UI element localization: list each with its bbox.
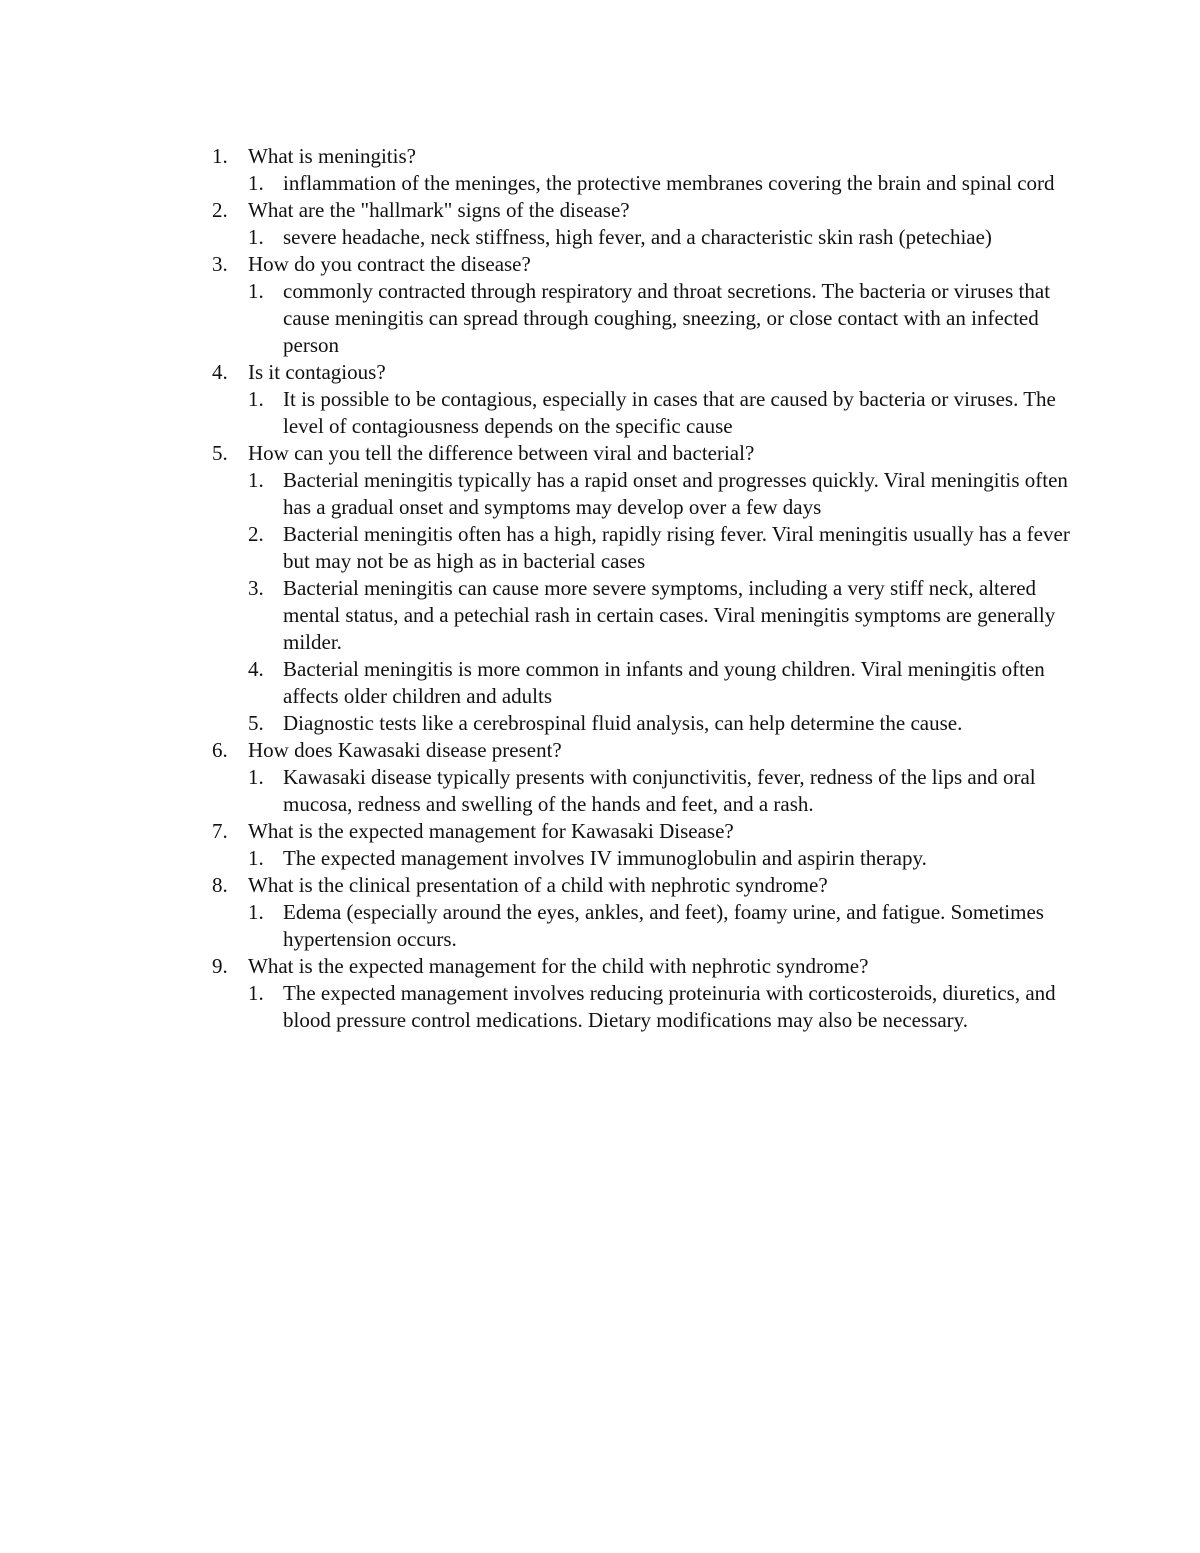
question-item: [212, 818, 1072, 872]
answer-item: [248, 710, 1072, 737]
answer-number: 1.: [248, 900, 264, 924]
question-text: What is the clinical presentation of a child with nephrotic syndrome?: [248, 873, 828, 897]
question-number: 5.: [212, 441, 228, 465]
answer-item: [248, 575, 1072, 656]
question-item: [212, 737, 1072, 818]
question-number: 9.: [212, 954, 228, 978]
answer-number: 1.: [248, 981, 264, 1005]
answer-text: commonly contracted through respiratory and throat secretions. The bacteria or viruses that cause meningitis can spread through coughing, sneezing, or close contact with an infected person: [283, 279, 1051, 357]
question-text: Is it contagious?: [248, 360, 386, 384]
answer-item: [248, 521, 1072, 575]
answer-list: [248, 845, 1072, 872]
question-number: 7.: [212, 819, 228, 843]
answer-item: [248, 845, 1072, 872]
question-text: What are the "hallmark" signs of the disease?: [248, 198, 630, 222]
answer-number: 4.: [248, 657, 264, 681]
answer-text: Kawasaki disease typically presents with conjunctivitis, fever, redness of the lips and oral mucosa, redness and swelling of the hands and feet, and a rash.: [283, 765, 1036, 816]
question-text: What is meningitis?: [248, 144, 416, 168]
question-list: [212, 143, 1072, 1034]
answer-number: 1.: [248, 765, 264, 789]
question-number: 3.: [212, 252, 228, 276]
answer-item: [248, 170, 1072, 197]
answer-item: [248, 656, 1072, 710]
answer-list: [248, 980, 1072, 1034]
question-item: [212, 872, 1072, 953]
answer-number: 3.: [248, 576, 264, 600]
question-number: 8.: [212, 873, 228, 897]
answer-text: The expected management involves reducing proteinuria with corticosteroids, diuretics, and blood pressure control medications. Dietary modifications may also be necessary.: [283, 981, 1056, 1032]
answer-number: 1.: [248, 468, 264, 492]
question-number: 2.: [212, 198, 228, 222]
answer-text: The expected management involves IV immunoglobulin and aspirin therapy.: [283, 846, 927, 870]
answer-number: 1.: [248, 387, 264, 411]
answer-text: It is possible to be contagious, especially in cases that are caused by bacteria or viruses. The level of contagiousness depends on the specific cause: [283, 387, 1056, 438]
question-item: [212, 143, 1072, 197]
answer-list: [248, 899, 1072, 953]
answer-number: 1.: [248, 171, 264, 195]
question-text: How can you tell the difference between viral and bacterial?: [248, 441, 755, 465]
answer-item: [248, 467, 1072, 521]
answer-item: [248, 899, 1072, 953]
answer-text: Bacterial meningitis is more common in infants and young children. Viral meningitis often affects older children and adults: [283, 657, 1045, 708]
answer-number: 5.: [248, 711, 264, 735]
question-text: What is the expected management for the child with nephrotic syndrome?: [248, 954, 869, 978]
question-item: [212, 440, 1072, 737]
question-text: How do you contract the disease?: [248, 252, 531, 276]
answer-list: [248, 764, 1072, 818]
answer-list: [248, 278, 1072, 359]
answer-text: severe headache, neck stiffness, high fever, and a characteristic skin rash (petechiae): [283, 225, 992, 249]
answer-item: [248, 764, 1072, 818]
answer-list: [248, 467, 1072, 737]
answer-text: Diagnostic tests like a cerebrospinal fluid analysis, can help determine the cause.: [283, 711, 963, 735]
question-item: [212, 197, 1072, 251]
answer-text: Edema (especially around the eyes, ankles, and feet), foamy urine, and fatigue. Sometimes hypertension occurs.: [283, 900, 1044, 951]
answer-number: 1.: [248, 846, 264, 870]
question-item: [212, 251, 1072, 359]
question-item: [212, 359, 1072, 440]
answer-list: [248, 224, 1072, 251]
answer-number: 1.: [248, 225, 264, 249]
answer-item: [248, 224, 1072, 251]
answer-item: [248, 278, 1072, 359]
answer-item: [248, 386, 1072, 440]
document-body: [212, 143, 1072, 1034]
answer-number: 2.: [248, 522, 264, 546]
answer-text: Bacterial meningitis typically has a rapid onset and progresses quickly. Viral meningitis often has a gradual onset and symptoms may develop over a few days: [283, 468, 1068, 519]
question-number: 4.: [212, 360, 228, 384]
question-text: How does Kawasaki disease present?: [248, 738, 562, 762]
answer-text: inflammation of the meninges, the protective membranes covering the brain and spinal cord: [283, 171, 1055, 195]
question-number: 1.: [212, 144, 228, 168]
question-item: [212, 953, 1072, 1034]
answer-number: 1.: [248, 279, 264, 303]
answer-item: [248, 980, 1072, 1034]
answer-text: Bacterial meningitis often has a high, rapidly rising fever. Viral meningitis usually has a fever but may not be as high as in bacterial cases: [283, 522, 1070, 573]
answer-list: [248, 386, 1072, 440]
question-text: What is the expected management for Kawasaki Disease?: [248, 819, 734, 843]
question-number: 6.: [212, 738, 228, 762]
answer-text: Bacterial meningitis can cause more severe symptoms, including a very stiff neck, altered mental status, and a petechial rash in certain cases. Viral meningitis symptoms are generally milder.: [283, 576, 1056, 654]
answer-list: [248, 170, 1072, 197]
